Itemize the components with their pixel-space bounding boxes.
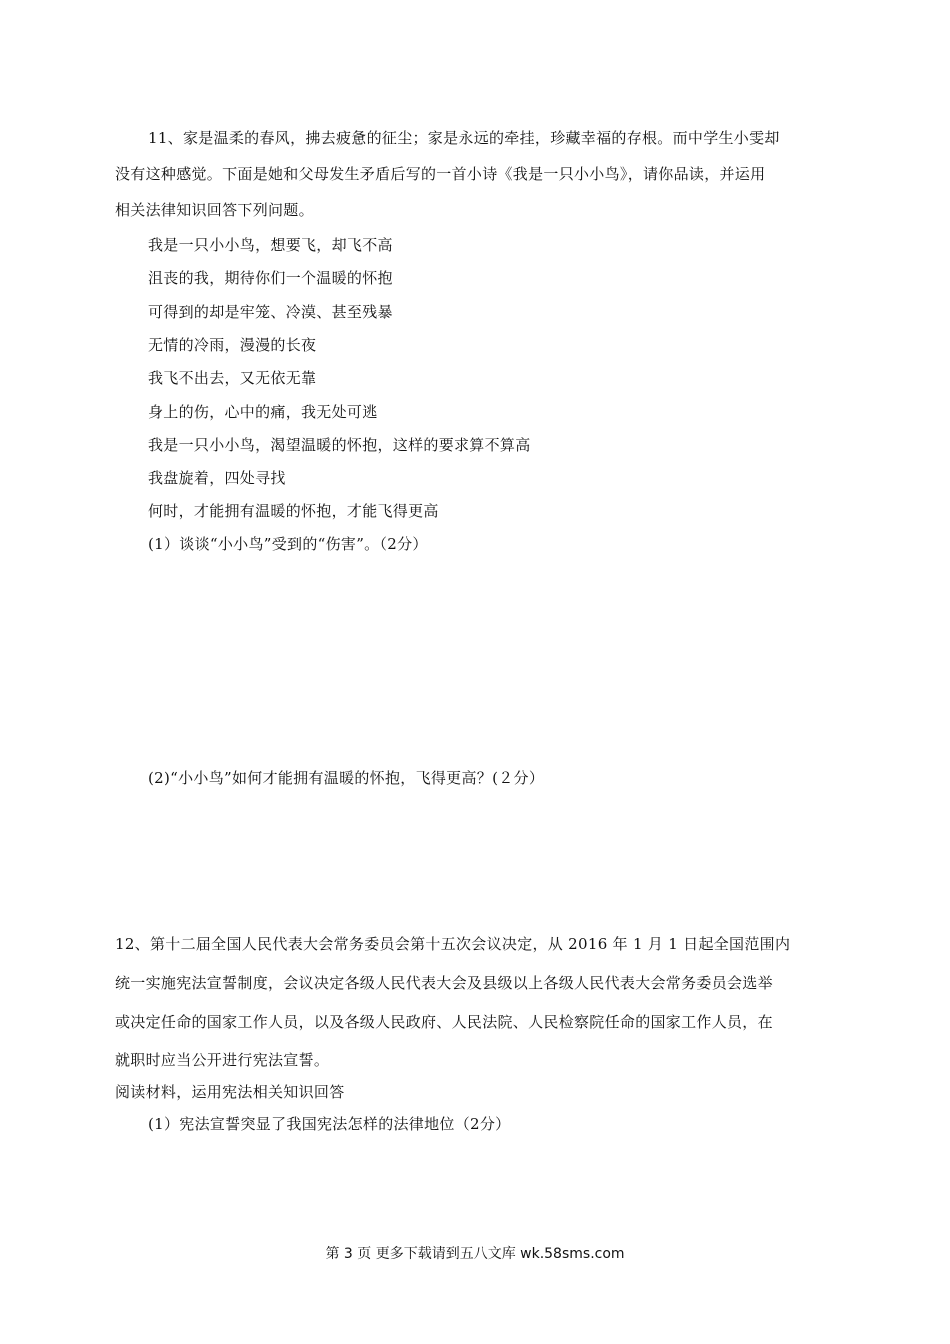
q12-subquestion-1: (1）宪法宣誓突显了我国宪法怎样的法律地位（2分） — [148, 1115, 511, 1133]
poem-line-9: 何时，才能拥有温暖的怀抱，才能飞得更高 — [148, 502, 439, 520]
poem-line-6: 身上的伤，心中的痛，我无处可逃 — [148, 403, 378, 421]
q11-intro-line-2: 没有这种感觉。下面是她和父母发生矛盾后写的一首小诗《我是一只小小鸟》，请你品读，并运用 — [115, 165, 766, 183]
q11-subquestion-1: (1）谈谈“小小鸟”受到的“伤害”。（2分） — [148, 535, 428, 553]
q11-intro-line-3: 相关法律知识回答下列问题。 — [115, 201, 314, 219]
q12-intro-line-1: 12、第十二届全国人民代表大会常务委员会第十五次会议决定，从 2016 年 1 月 1 日起全国范围内 — [115, 935, 791, 953]
poem-line-8: 我盘旋着，四处寻找 — [148, 469, 286, 487]
poem-line-5: 我飞不出去，又无依无靠 — [148, 369, 317, 387]
poem-line-2: 沮丧的我，期待你们一个温暖的怀抱 — [148, 269, 393, 287]
poem-line-3: 可得到的却是牢笼、冷漠、甚至残暴 — [148, 303, 393, 321]
poem-line-7: 我是一只小小鸟，渴望温暖的怀抱，这样的要求算不算高 — [148, 436, 531, 454]
q12-intro-line-3: 或决定任命的国家工作人员，以及各级人民政府、人民法院、人民检察院任命的国家工作人员，在 — [115, 1013, 773, 1031]
q12-intro-line-4: 就职时应当公开进行宪法宣誓。 — [115, 1051, 330, 1069]
q11-subquestion-2: (2)“小小鸟”如何才能拥有温暖的怀抱，飞得更高？(２分） — [148, 769, 545, 787]
poem-line-1: 我是一只小小鸟，想要飞，却飞不高 — [148, 236, 393, 254]
q12-intro-line-2: 统一实施宪法宣誓制度，会议决定各级人民代表大会及县级以上各级人民代表大会常务委员会选举 — [115, 974, 773, 992]
q11-intro-line-1: 11、家是温柔的春风，拂去疲惫的征尘；家是永远的牵挂，珍藏幸福的存根。而中学生小雯却 — [148, 129, 780, 147]
poem-line-4: 无情的冷雨，漫漫的长夜 — [148, 336, 317, 354]
page-footer: 第 3 页 更多下载请到五八文库 wk.58sms.com — [325, 1246, 625, 1262]
q12-instruction: 阅读材料，运用宪法相关知识回答 — [115, 1083, 345, 1101]
